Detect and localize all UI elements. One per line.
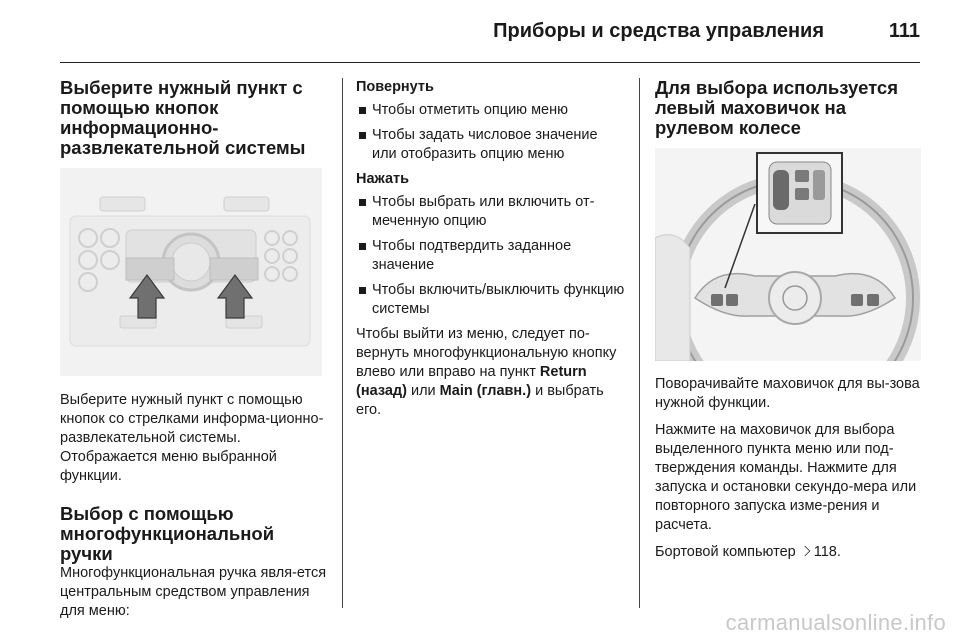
list-item: Чтобы выбрать или включить от-меченную опцию [356,193,626,231]
list-item: Чтобы отметить опцию меню [356,101,626,120]
main-label: Main (главн.) [439,383,532,399]
return-label: Return (назад) [356,364,587,399]
steering-wheel-illustration [655,148,921,361]
page-title: Приборы и средства управления [493,20,824,42]
column-3 [655,78,921,138]
list-item: Чтобы задать числовое значение или отобразить опцию меню [356,126,626,164]
bullet-list [356,101,626,164]
text-span: и выбрать его. [356,383,604,418]
infotainment-panel-illustration [60,168,322,376]
thumbwheel-icon [773,170,789,210]
list-item: Чтобы подтвердить заданное значение [356,237,626,275]
column-divider [342,78,343,608]
section-heading: Выберите нужный пункт с помощью кнопок информационно-развлекательной системы [60,77,306,158]
subheading-press: Нажать [356,171,410,187]
body-text [356,325,626,420]
page-header [60,0,920,63]
body-text [655,543,921,562]
bullet-list [356,193,626,319]
section-heading: Для выбора используется левый маховичок на рулевом колесе [655,77,899,138]
body-text: Выберите нужный пункт с помощью кнопок со стрелками информа-ционно-развлекательной системы. Отображается меню выбранной функции. [60,392,324,484]
steering-wheel-figure [655,148,921,361]
subheading-turn: Повернуть [356,79,434,95]
column-3-lower [655,375,921,562]
text-span: Чтобы выйти из меню, следует по-вернуть многофункциональную кнопку влево или вправо на пункт [356,326,617,380]
column-2 [356,78,626,420]
page-number: 111 [888,20,920,42]
column-divider [639,78,640,608]
column-1 [60,78,328,158]
body-text: Поворачивайте маховичок для вы-зова нужной функции. [655,376,920,411]
text-span: Бортовой компьютер [655,544,800,560]
infotainment-panel-figure [60,168,322,376]
body-text: Многофункциональная ручка явля-ется центральным средством управления для меню: [60,565,327,619]
arrow-reference-icon [799,546,810,557]
text-span: или [406,383,440,399]
list-item: Чтобы включить/выключить функцию системы [356,281,626,319]
body-text: Нажмите на маховичок для выбора выделенного пункта меню или под-тверждения команды. Нажмите для запуска и остановки секундо-мера или повторного запуска изме-рения и расчета. [655,422,917,533]
column-1-lower [60,391,328,621]
section-heading: Выбор с помощью многофункциональной ручки [60,503,275,564]
watermark: carmanualsonline.info [725,610,946,635]
page-reference[interactable]: 118. [813,544,841,560]
